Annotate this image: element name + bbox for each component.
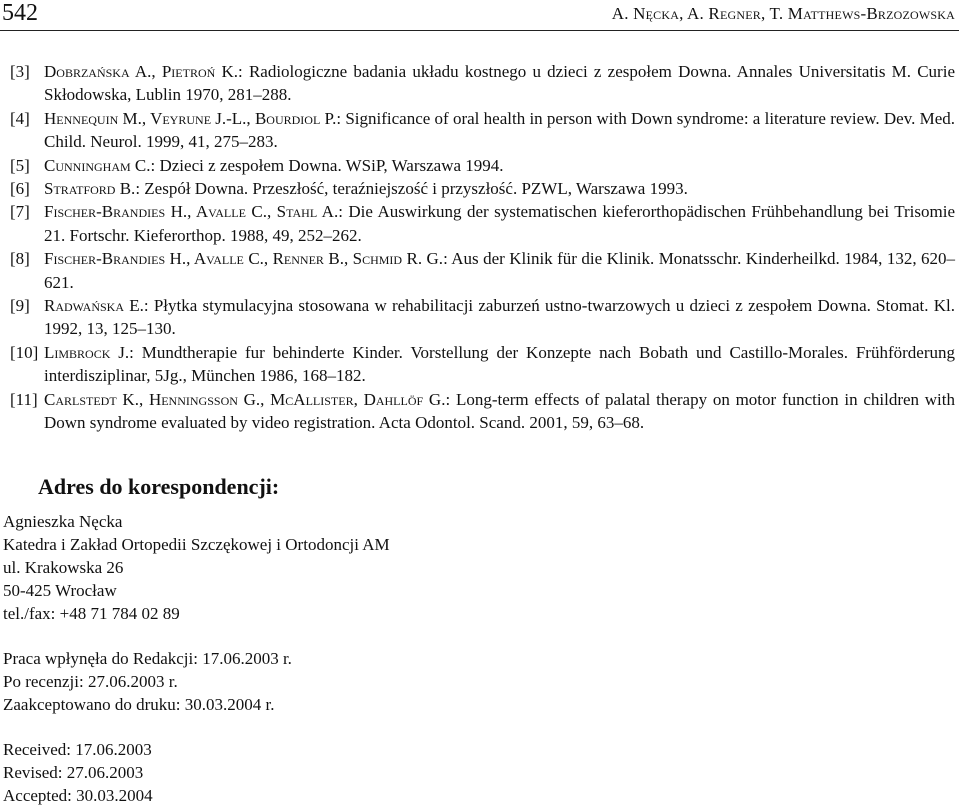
reference-number: [11] xyxy=(10,389,38,409)
address-phone: tel./fax: +48 71 784 02 89 xyxy=(3,604,180,623)
accepted-date-en: Accepted: 30.03.2004 xyxy=(3,786,153,805)
reference-authors: Carlstedt K., Henningsson G., McAllister, Dahllöf G. xyxy=(44,389,446,409)
reference-text: : Płytka stymulacyjna stosowana w rehabilitacji zaburzeń ustno-twarzowych u dzieci z zespołem Downa. Stomat. Kl. 1992, 13, 125–130. xyxy=(44,296,955,339)
address-city: 50-425 Wrocław xyxy=(3,581,117,600)
reference-text: : Zespół Downa. Przeszłość, teraźniejszość i przyszłość. PZWL, Warszawa 1993. xyxy=(135,179,688,199)
reference-item xyxy=(10,341,955,388)
reference-text: : Dzieci z zespołem Downa. WSiP, Warszawa 1994. xyxy=(150,155,504,175)
reference-item xyxy=(10,177,955,200)
reference-item xyxy=(10,60,955,107)
reference-authors: Fischer-Brandies H., Avalle C., Renner B., Schmid R. G. xyxy=(44,249,444,269)
reference-item xyxy=(10,107,955,154)
spacer xyxy=(3,716,903,738)
revised-date-en: Revised: 27.06.2003 xyxy=(3,763,144,782)
spacer xyxy=(3,625,903,647)
reference-item xyxy=(10,154,955,177)
running-head: A. Nęcka, A. Regner, T. Matthews-Brzozowska xyxy=(611,4,955,23)
reference-item xyxy=(10,294,955,341)
revised-date-pl: Po recenzji: 27.06.2003 r. xyxy=(3,672,178,691)
page-header xyxy=(0,0,959,34)
header-rule xyxy=(0,30,959,31)
reference-authors: Limbrock J. xyxy=(44,342,130,362)
reference-item xyxy=(10,247,955,294)
reference-authors: Hennequin M., Veyrune J.-L., Bourdiol P. xyxy=(44,108,337,128)
reference-number: [4] xyxy=(10,108,30,128)
reference-number: [7] xyxy=(10,202,30,222)
reference-authors: Cunningham C. xyxy=(44,155,151,175)
page-number: 542 xyxy=(2,0,38,26)
reference-number: [6] xyxy=(10,179,30,199)
address-heading: Adres do korespondencji: xyxy=(38,474,280,499)
reference-number: [9] xyxy=(10,296,30,316)
reference-number: [3] xyxy=(10,62,30,81)
reference-text: : Mundtherapie fur behinderte Kinder. Vorstellung der Konzepte nach Bobath und Castillo-Morales. Frühförderung interdisziplinar, 5Jg., München 1986, 168–182. xyxy=(44,342,955,386)
reference-text: : Aus der Klinik für die Klinik. Monatsschr. Kinderheilkd. 1984, 132, 620–621. xyxy=(44,249,956,292)
reference-item xyxy=(10,200,955,247)
reference-authors: Stratford B. xyxy=(44,179,136,199)
reference-number: [8] xyxy=(10,249,30,269)
reference-text: : Long-term effects of palatal therapy on motor function in children with Down syndrome evaluated by video registration. Acta Odontol. Scand. 2001, 59, 63–68. xyxy=(44,389,955,433)
received-date-en: Received: 17.06.2003 xyxy=(3,740,152,759)
reference-authors: Dobrzańska A., Pietroń K. xyxy=(44,62,239,81)
reference-text: : Die Auswirkung der systematischen kieferorthopädischen Frühbehandlung bei Trisomie 21. Fortschr. Kieferorthop. 1988, 49, 252–262. xyxy=(44,202,955,245)
reference-authors: Radwańska E. xyxy=(44,296,144,316)
address-name: Agnieszka Nęcka xyxy=(3,512,123,531)
received-date-pl: Praca wpłynęła do Redakcji: 17.06.2003 r. xyxy=(3,649,292,668)
reference-item xyxy=(10,388,955,435)
reference-text: : Significance of oral health in person with Down syndrome: a literature review. Dev. Med. Child. Neurol. 1999, 41, 275–283. xyxy=(44,108,955,152)
correspondence-address xyxy=(3,472,903,807)
reference-list xyxy=(10,60,955,435)
reference-number: [5] xyxy=(10,155,30,175)
address-institution: Katedra i Zakład Ortopedii Szczękowej i Ortodoncji AM xyxy=(3,535,390,554)
reference-number: [10] xyxy=(10,342,39,362)
address-street: ul. Krakowska 26 xyxy=(3,558,124,577)
reference-authors: Fischer-Brandies H., Avalle C., Stahl A. xyxy=(44,202,339,222)
reference-text: : Radiologiczne badania układu kostnego u dzieci z zespołem Downa. Annales Universitatis M. Curie Skłodowska, Lublin 1970, 281–288. xyxy=(44,62,955,105)
accepted-date-pl: Zaakceptowano do druku: 30.03.2004 r. xyxy=(3,695,275,714)
